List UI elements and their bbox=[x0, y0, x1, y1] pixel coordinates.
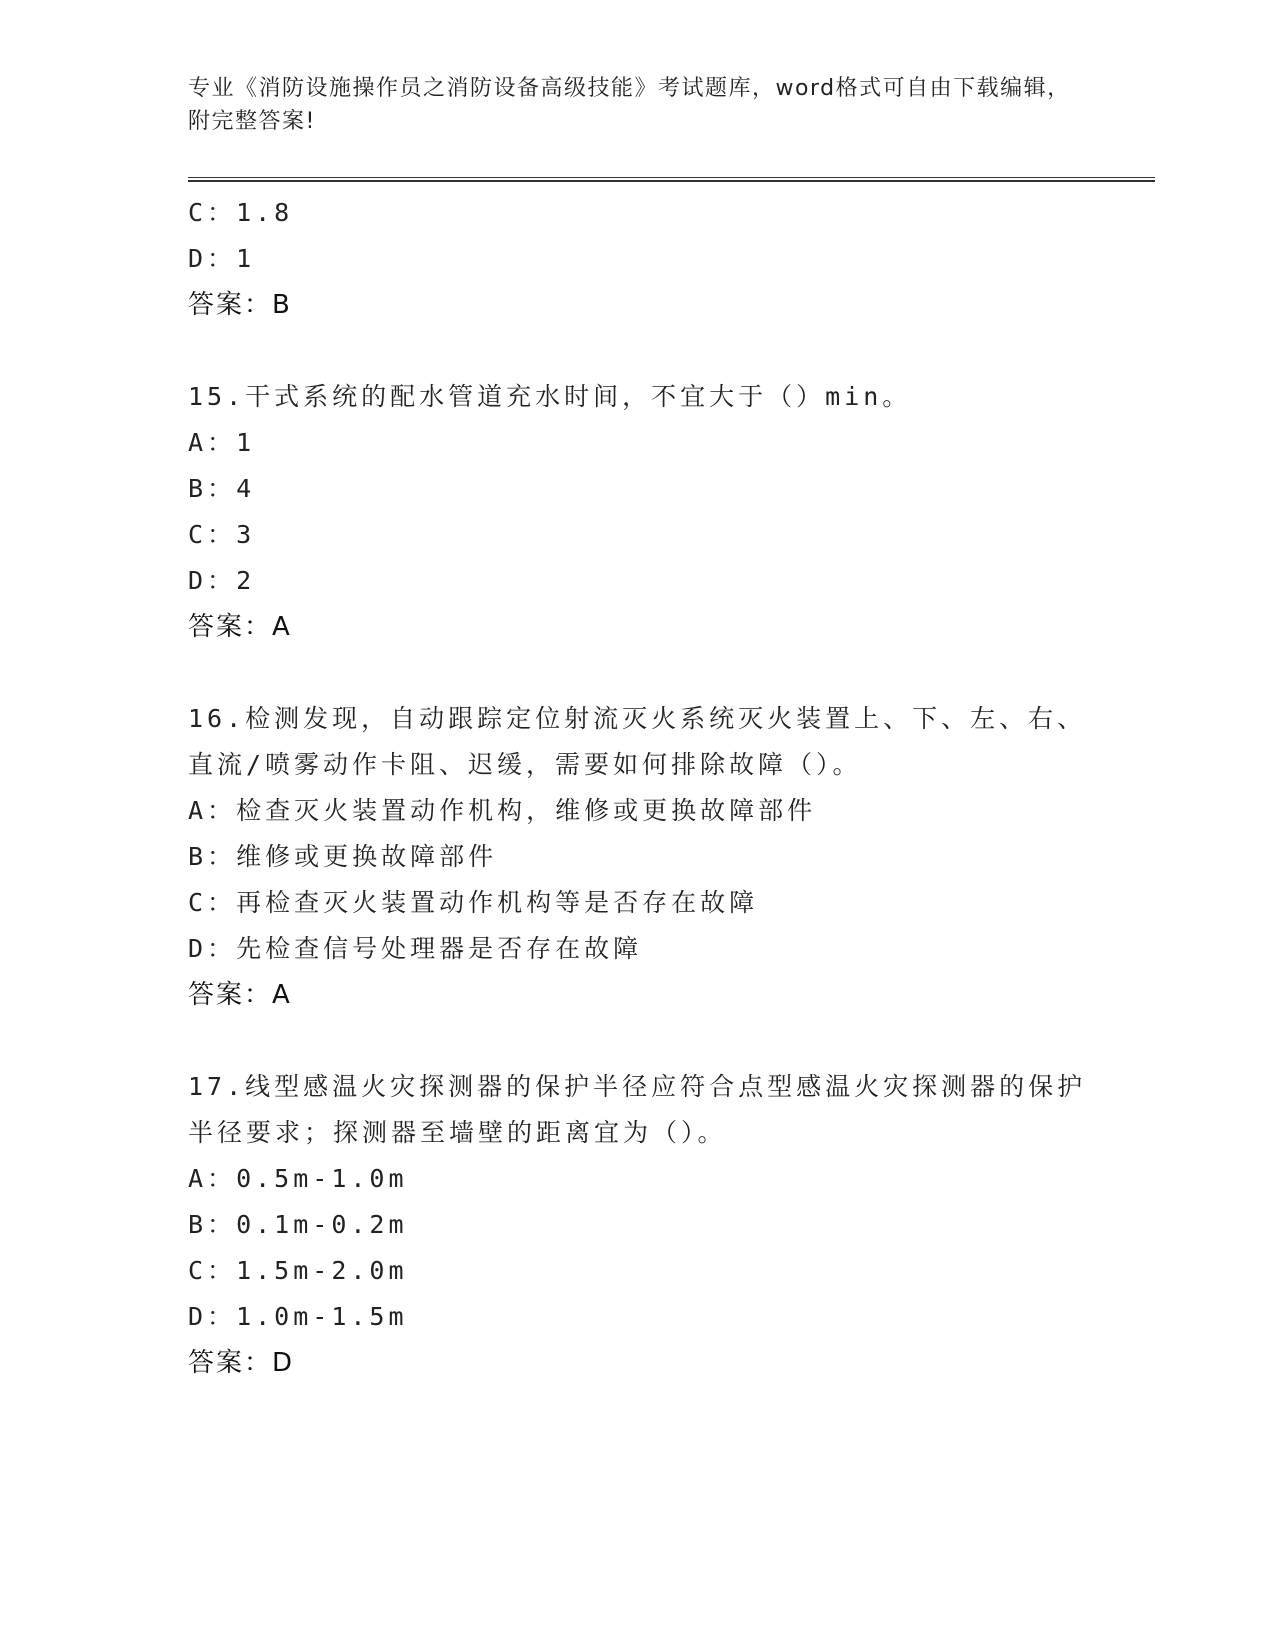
option-key: B： bbox=[188, 842, 237, 871]
option-c bbox=[188, 512, 1088, 558]
option-a bbox=[188, 420, 1088, 466]
question-16 bbox=[188, 696, 1088, 1018]
option-text: 0.1m-0.2m bbox=[236, 1210, 408, 1239]
header-divider bbox=[188, 177, 1155, 182]
option-key: A： bbox=[188, 428, 237, 457]
option-key: C： bbox=[188, 520, 237, 549]
option-text: 4 bbox=[236, 474, 256, 503]
option-key: C： bbox=[188, 888, 237, 917]
option-c bbox=[188, 190, 1088, 236]
question-stem: 16.检测发现，自动跟踪定位射流灭火系统灭火装置上、下、左、右、直流/喷雾动作卡阻、迟缓，需要如何排除故障（）。 bbox=[188, 704, 1087, 779]
option-b bbox=[188, 466, 1088, 512]
option-c bbox=[188, 880, 1088, 926]
answer-line: 答案：A bbox=[188, 980, 292, 1010]
option-text: 0.5m-1.0m bbox=[236, 1164, 408, 1193]
option-c bbox=[188, 1248, 1088, 1294]
option-text: 3 bbox=[236, 520, 256, 549]
option-key: A： bbox=[188, 796, 237, 825]
option-d bbox=[188, 926, 1088, 972]
option-text: 2 bbox=[236, 566, 256, 595]
page-header bbox=[188, 72, 1088, 138]
header-text: 专业《消防设施操作员之消防设备高级技能》考试题库，word格式可自由下载编辑，附完整答案! bbox=[188, 76, 1071, 134]
option-a bbox=[188, 788, 1088, 834]
option-text: 1.0m-1.5m bbox=[236, 1302, 408, 1331]
question-stem: 15.干式系统的配水管道充水时间，不宜大于（）min。 bbox=[188, 382, 912, 411]
option-d bbox=[188, 236, 1088, 282]
option-key: C： bbox=[188, 198, 237, 227]
option-text: 检查灭火装置动作机构，维修或更换故障部件 bbox=[236, 796, 817, 825]
option-text: 再检查灭火装置动作机构等是否存在故障 bbox=[236, 888, 759, 917]
option-d bbox=[188, 558, 1088, 604]
previous-question-tail bbox=[188, 190, 1088, 328]
option-key: D： bbox=[188, 566, 237, 595]
answer-line: 答案：B bbox=[188, 290, 292, 320]
question-15 bbox=[188, 374, 1088, 650]
option-key: C： bbox=[188, 1256, 237, 1285]
document-body bbox=[188, 190, 1088, 1386]
option-text: 1 bbox=[236, 244, 256, 273]
answer-line: 答案：D bbox=[188, 1348, 295, 1378]
option-text: 1.5m-2.0m bbox=[236, 1256, 408, 1285]
option-key: D： bbox=[188, 244, 237, 273]
option-b bbox=[188, 1202, 1088, 1248]
option-text: 维修或更换故障部件 bbox=[236, 842, 498, 871]
option-text: 1 bbox=[236, 428, 256, 457]
option-key: B： bbox=[188, 474, 237, 503]
question-stem: 17.线型感温火灾探测器的保护半径应符合点型感温火灾探测器的保护半径要求；探测器至墙壁的距离宜为（）。 bbox=[188, 1072, 1087, 1147]
option-d bbox=[188, 1294, 1088, 1340]
option-key: D： bbox=[188, 1302, 237, 1331]
option-key: D： bbox=[188, 934, 237, 963]
option-b bbox=[188, 834, 1088, 880]
option-a bbox=[188, 1156, 1088, 1202]
option-key: B： bbox=[188, 1210, 237, 1239]
option-text: 1.8 bbox=[236, 198, 294, 227]
question-17 bbox=[188, 1064, 1088, 1386]
option-text: 先检查信号处理器是否存在故障 bbox=[236, 934, 643, 963]
answer-line: 答案：A bbox=[188, 612, 292, 642]
option-key: A： bbox=[188, 1164, 237, 1193]
